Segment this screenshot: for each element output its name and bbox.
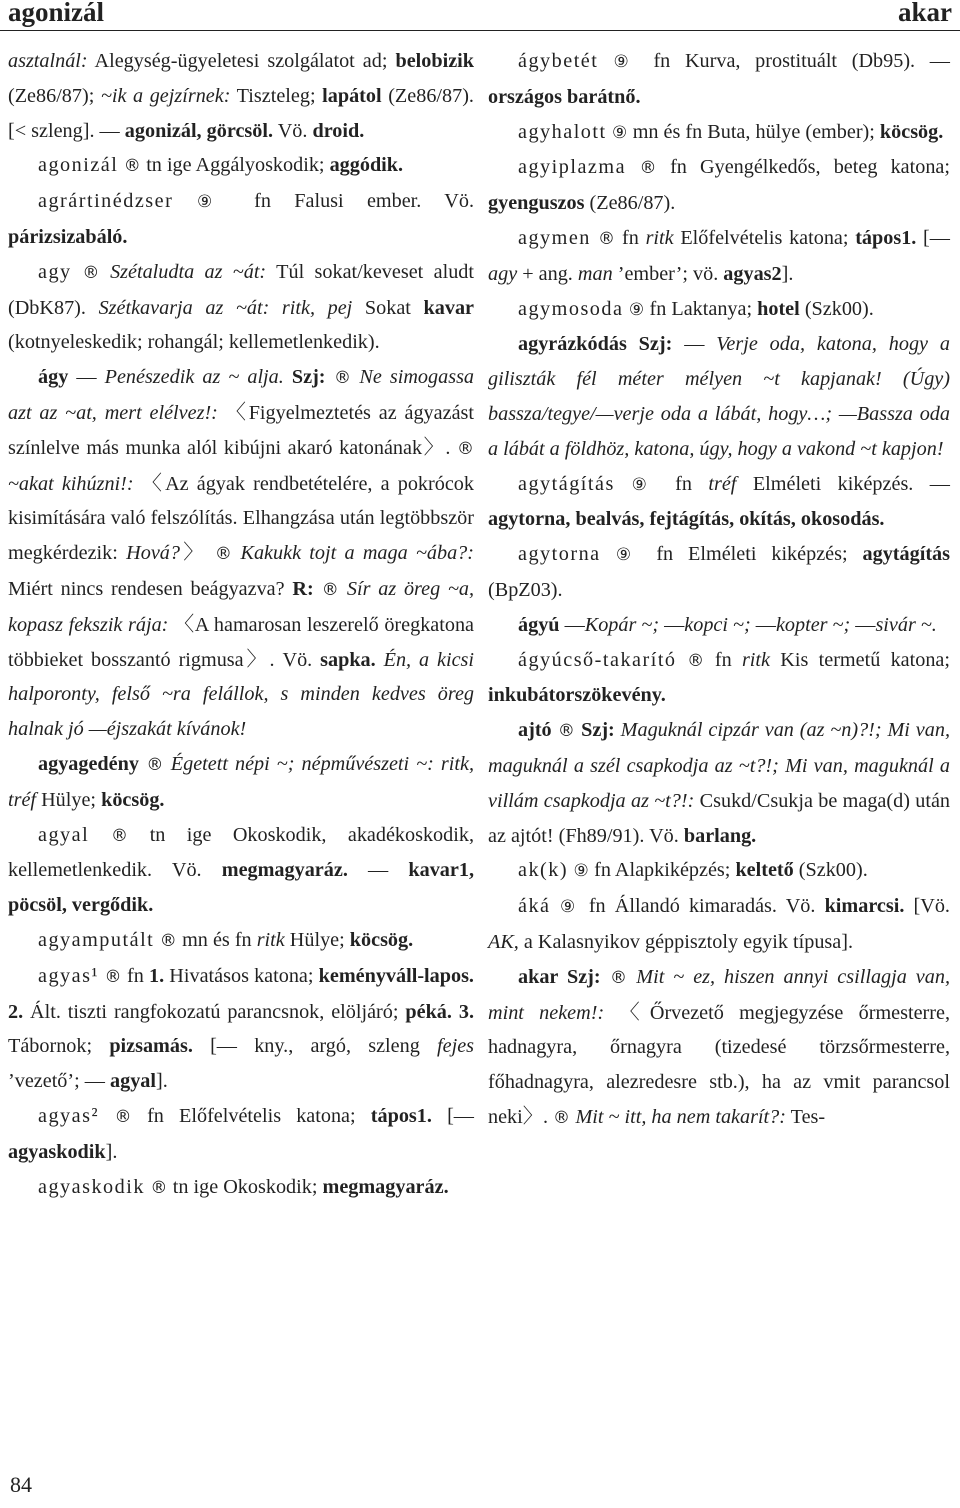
entry-text: ~ik a gejzírnek: <box>100 84 231 107</box>
usage-symbol: ⑨ <box>550 897 589 918</box>
headword: agyas² <box>38 1104 100 1127</box>
entry-text: fejes <box>437 1035 475 1058</box>
entry-text: ritk <box>256 928 285 951</box>
entry-text: (Szk00). <box>799 297 874 320</box>
usage-symbol: ® <box>138 754 171 775</box>
entry-text: ritk, tréf <box>8 752 475 811</box>
headword: áká <box>518 895 551 918</box>
entry-text: man <box>577 262 613 285</box>
headword: agytágítás <box>518 472 615 495</box>
entry-text: 〈A hamarosan leszerelő öregkatona többieket bosszantó rigmusa〉. Vö. <box>8 613 475 671</box>
usage-symbol: ® <box>457 438 474 459</box>
entry-text <box>284 366 292 388</box>
entry-text: ’ember’; vö. <box>612 262 724 285</box>
entry-text: Miért nincs rendesen beágyazva? <box>8 577 293 600</box>
entry-text: Túl sokat/keveset aludt (DbK87). <box>8 260 474 319</box>
headword: ak(k) <box>518 859 569 882</box>
entry-text: Szétaludta az ~át: <box>110 260 267 283</box>
header-left-word: agonizál <box>8 0 105 27</box>
entry-text: sapka. <box>320 648 376 671</box>
entry-text: fn Elméleti kiképzés; <box>656 543 863 566</box>
entry-text: fn Állandó kimaradás. Vö. <box>588 895 825 918</box>
entry-text: Ált. tiszti rangfokozatú parancsnok, elöljáró; <box>23 1000 406 1023</box>
dictionary-entry <box>488 960 950 1136</box>
entry-text: Tiszteleg; <box>230 84 323 107</box>
dictionary-entry <box>488 643 950 714</box>
entry-text: Szj: <box>581 719 615 742</box>
entry-text: Égetett népi ~; <box>170 752 295 775</box>
entry-text: fn Laktanya; <box>649 297 758 320</box>
usage-symbol: ® <box>71 262 111 283</box>
entry-text: fn Előfelvételis katona; <box>147 1104 371 1127</box>
headword: agymosoda <box>518 297 624 320</box>
usage-symbol: ® <box>325 368 360 389</box>
entry-text: agyaskodik <box>8 1140 106 1163</box>
usage-symbol: ⑨ <box>606 122 633 143</box>
usage-symbol: ⑨ <box>568 861 595 882</box>
usage-symbol: ® <box>99 966 128 987</box>
entry-text: mn és fn <box>182 928 257 951</box>
entry-text: gyenguszos <box>488 192 585 215</box>
entry-text: Elméleti kiképzés. — <box>736 472 950 495</box>
entry-text: keltető <box>735 859 794 882</box>
entry-text: 1. <box>149 964 165 987</box>
usage-symbol: ⑨ <box>614 474 676 495</box>
dictionary-entry <box>488 44 950 115</box>
entry-text: lapátol <box>322 84 382 107</box>
headword: agyaskodik <box>38 1175 145 1198</box>
entry-text: agyas2 <box>723 262 782 285</box>
entry-text: Kopár ~; <box>584 613 660 636</box>
usage-symbol: ⑨ <box>173 192 255 213</box>
entry-text: fn <box>675 472 709 495</box>
entry-text: Hová? <box>126 542 180 565</box>
headword: ágybetét <box>518 50 599 72</box>
entry-text: (Szk00). <box>793 859 868 882</box>
entry-text: (Ze86/87); <box>8 84 101 107</box>
entry-text: 〈Figyelmeztetés az ágyazást színlelve más munka alól kibújni akaró katonának〉. <box>8 401 474 459</box>
entry-text: Kakukk tojt a maga ~ába?: <box>240 542 474 565</box>
entry-text: Kis termetű katona; <box>770 648 950 671</box>
entry-text: fn <box>714 648 742 671</box>
dictionary-entry <box>8 360 474 747</box>
headword: agytorna <box>518 543 601 566</box>
entry-text: (Ze86/87). <box>584 192 676 215</box>
entry-text: — <box>850 613 876 636</box>
usage-symbol: ® <box>118 156 147 177</box>
entry-text: Hülye; <box>284 928 350 951</box>
entry-text: sivár ~. <box>875 613 937 636</box>
entry-text: Verje oda, katona, hogy a giliszták fél méter mélyen ~t kapjanak! (Úgy) bassza/tegye/—verje oda a lábát, hogy…; —Bassza oda a lábát a földhöz, katona, úgy, hogy a vakond ~t kapjon! <box>488 333 950 460</box>
entry-text: Én, a kicsi halporonty, felső ~ra felállok, s minden kedves öreg halnak jó —éjszakát kívánok! <box>8 648 475 741</box>
headword: agyhalott <box>518 120 607 143</box>
entry-text: agonizál, görcsöl. <box>124 119 274 142</box>
entry-text: asztalnál: <box>8 50 88 72</box>
dictionary-entry <box>8 255 474 360</box>
dictionary-entry <box>8 959 474 1099</box>
entry-text: Maguknál cipzár van (az ~n)?!; Mi van, maguknál a szél csapkodja az ~t?!; Mi van, maguknál a villám csapkodja az ~t?!: <box>488 719 950 812</box>
usage-symbol: ⑨ <box>598 52 654 72</box>
entry-text <box>434 753 441 775</box>
usage-symbol: ® <box>553 1107 576 1128</box>
entry-text: ágyú <box>518 613 560 636</box>
entry-text: párizsizabáló. <box>8 225 128 248</box>
dictionary-entry <box>488 853 950 889</box>
entry-text: kopter ~; <box>775 613 851 636</box>
entry-text: [— <box>916 226 950 249</box>
entry-text: 〉 <box>179 542 215 565</box>
entry-text: tn ige Okoskodik, akadékoskodik, kellemetlenkedik. Vö. <box>8 823 474 882</box>
dictionary-entry <box>488 292 950 328</box>
entry-text: tápos1. <box>370 1104 432 1127</box>
dictionary-entry <box>8 923 474 959</box>
entry-text: Szj: <box>291 366 326 389</box>
entry-text: Penészedik az ~ alja. <box>104 366 284 389</box>
entry-text <box>294 753 301 775</box>
entry-text: köcsög. <box>349 928 414 951</box>
dictionary-entry <box>488 327 950 466</box>
entry-text <box>269 297 282 319</box>
entry-text: 3. <box>458 1000 474 1023</box>
entry-text: kavar <box>423 296 474 319</box>
headword: agymen <box>518 226 591 249</box>
entry-text: Alegység-ügyeletesi szolgálatot ad; <box>87 50 396 72</box>
entry-text: [— kny., argó, szleng <box>192 1035 438 1058</box>
entry-text: tápos1. <box>855 226 917 249</box>
entry-text: megmagyaráz. <box>322 1175 449 1198</box>
entry-text: hotel <box>757 297 800 320</box>
entry-text: belobizik <box>395 50 474 72</box>
entry-text: ágy <box>38 366 69 389</box>
running-head <box>0 0 960 31</box>
entry-text: — <box>672 333 717 356</box>
entry-text: keményváll-lapos. <box>318 964 474 987</box>
entry-text: Mit ~ itt, ha nem takarít?: <box>575 1105 786 1128</box>
entry-text: ~akat kihúzni!: <box>8 472 134 495</box>
entry-text: AK, <box>488 930 519 953</box>
usage-symbol: ® <box>89 825 150 846</box>
entry-text: fn <box>622 226 646 249</box>
entry-text: kimarcsi. <box>824 895 905 918</box>
entry-text: a Kalasnyikov géppisztoly egyik típusa]. <box>518 930 853 953</box>
entry-text: barlang. <box>683 824 757 847</box>
entry-text: Sokat <box>352 296 424 319</box>
entry-text: mn és fn Buta, hülye (ember); <box>632 120 880 143</box>
headword: agyas¹ <box>38 964 100 987</box>
entry-text: agytágítás <box>862 543 950 566</box>
entry-text: kopci ~; <box>684 613 751 636</box>
entry-text: (BpZ03). <box>488 578 563 601</box>
entry-text: — <box>750 613 776 636</box>
entry-text: Tes- <box>785 1105 826 1128</box>
header-right-word: akar <box>898 0 952 27</box>
headword: agyiplazma <box>518 156 627 179</box>
dictionary-entry <box>488 713 950 853</box>
entry-text: akar Szj: <box>518 965 601 988</box>
entry-text: fn Gyengélkedős, beteg katona; <box>670 156 950 179</box>
right-column <box>488 44 950 1136</box>
entry-text: ’vezető’; — <box>8 1070 111 1093</box>
entry-text: Hülye; <box>36 788 102 811</box>
usage-symbol: ⑨ <box>600 545 657 566</box>
entry-text: Csukd/Csukja be maga(d) után az ajtót! (Fh89/91). Vö. <box>488 789 950 847</box>
entry-text: — <box>347 859 409 882</box>
usage-symbol: ® <box>551 721 582 742</box>
entry-text: pizsamás. <box>109 1035 193 1058</box>
entry-text: ritk <box>645 226 674 249</box>
left-column <box>8 44 474 1205</box>
entry-text: aggódik. <box>329 154 404 177</box>
entry-text: 〈Az ágyak rendbetételére, a pokrócok kisimítására való felszólítás. Elhangzása után legtöbbször megkérdezik: <box>8 472 474 565</box>
dictionary-entry <box>8 44 474 148</box>
entry-text: megmagyaráz. <box>221 859 348 882</box>
entry-text: ]. <box>781 262 794 285</box>
headword: ágyúcső-takarító <box>518 648 677 671</box>
entry-text: inkubátorszökevény. <box>488 684 666 707</box>
entry-text: ]. <box>105 1140 118 1163</box>
headword: agyamputált <box>38 928 155 951</box>
entry-text: tréf <box>708 472 737 495</box>
usage-symbol: ® <box>154 930 183 951</box>
entry-text: fn Kurva, prostituált (Db95). — <box>653 50 950 72</box>
usage-symbol: ® <box>99 1106 148 1127</box>
entry-text: agytorna, bealvás, fejtágítás, okítás, okosodás. <box>488 508 885 531</box>
usage-symbol: ® <box>590 228 623 249</box>
entry-text: fn <box>127 964 150 987</box>
dictionary-entry <box>8 1170 474 1206</box>
entry-text: — <box>659 613 685 636</box>
entry-text: Vö. <box>273 119 313 142</box>
entry-text: [Vö. <box>904 895 950 918</box>
usage-symbol: ® <box>313 579 347 600</box>
entry-text: (Ze86/87). [< szleng]. — <box>8 84 474 142</box>
headword: agy <box>38 260 72 283</box>
dictionary-entry <box>488 115 950 151</box>
dictionary-entry <box>8 747 474 818</box>
dictionary-entry <box>488 467 950 538</box>
usage-symbol: ® <box>144 1177 173 1198</box>
usage-symbol: ⑨ <box>623 299 650 320</box>
entry-text: népművészeti ~: <box>301 752 434 775</box>
entry-text: agyrázkódás Szj: <box>518 333 673 356</box>
entry-text: kavar1, pöcsöl, vergődik. <box>8 859 474 917</box>
entry-text: köcsög. <box>101 788 165 811</box>
entry-text: fn Falusi ember. Vö. <box>254 190 474 213</box>
headword: agyal <box>38 823 90 846</box>
entry-text: fn Alapkiképzés; <box>594 859 736 882</box>
dictionary-entry <box>488 537 950 608</box>
dictionary-entry <box>488 889 950 960</box>
entry-text: Hivatásos katona; <box>164 964 319 987</box>
entry-text: 2. <box>8 1000 24 1023</box>
entry-text: agy <box>488 262 518 285</box>
headword: agonizál <box>38 154 119 177</box>
entry-text: ritk, pej <box>281 296 353 319</box>
entry-text: [— <box>431 1104 474 1127</box>
entry-text: Sír az öreg ~a, kopasz fekszik rája: <box>8 577 475 636</box>
entry-text: Előfelvételis katona; <box>673 226 856 249</box>
entry-text: R: <box>292 577 314 600</box>
dictionary-entry <box>8 1099 474 1170</box>
entry-text: Szétkavarja az ~át: <box>98 296 270 319</box>
entry-text: ritk <box>741 648 770 671</box>
entry-text: ]. <box>156 1070 168 1093</box>
entry-text: droid. <box>312 119 365 142</box>
entry-text: agyal <box>110 1070 156 1093</box>
dictionary-entry <box>488 150 950 221</box>
entry-text: köcsög. <box>879 120 944 143</box>
entry-text: Tábornok; <box>8 1035 110 1058</box>
dictionary-entry <box>8 818 474 923</box>
entry-text: — <box>68 366 105 389</box>
entry-text: agyagedény <box>38 752 139 775</box>
entry-text: ajtó <box>518 719 552 742</box>
entry-text <box>452 1001 459 1023</box>
page-number: 84 <box>10 1472 32 1497</box>
dictionary-entry <box>8 148 474 184</box>
entry-text: Mit ~ ez, hiszen annyi csillagja van, mint nekem!: <box>488 965 950 1024</box>
dictionary-entry <box>488 608 950 643</box>
entry-text: országos barátnő. <box>488 85 641 108</box>
usage-symbol: ® <box>626 158 671 179</box>
entry-text: tn ige Okoskodik; <box>172 1175 323 1198</box>
entry-text: tn ige Aggályoskodik; <box>146 154 330 177</box>
dictionary-entry <box>8 184 474 255</box>
usage-symbol: ® <box>214 544 241 565</box>
usage-symbol: ® <box>600 967 637 988</box>
headword: agrártinédzser <box>38 190 174 213</box>
entry-text: Ne simogassa azt az ~at, mert elélvez!: <box>8 366 475 424</box>
entry-text: (kotnyeleskedik; rohangál; kellemetlenkedik). <box>8 331 380 354</box>
entry-text: — <box>559 613 585 636</box>
entry-text: péká. <box>405 1000 452 1023</box>
dictionary-entry <box>488 221 950 292</box>
usage-symbol: ® <box>676 650 715 671</box>
entry-text: 〈Őrvezető megjegyzése őrmesterre, hadnagyra, őrnagyra (tizedesé törzsőrmesterre, főhadnagyra, alezredesre stb.), ha az vmit parancsol neki〉. <box>488 1001 950 1128</box>
entry-text: + ang. <box>517 262 578 285</box>
entry-text <box>376 649 384 671</box>
